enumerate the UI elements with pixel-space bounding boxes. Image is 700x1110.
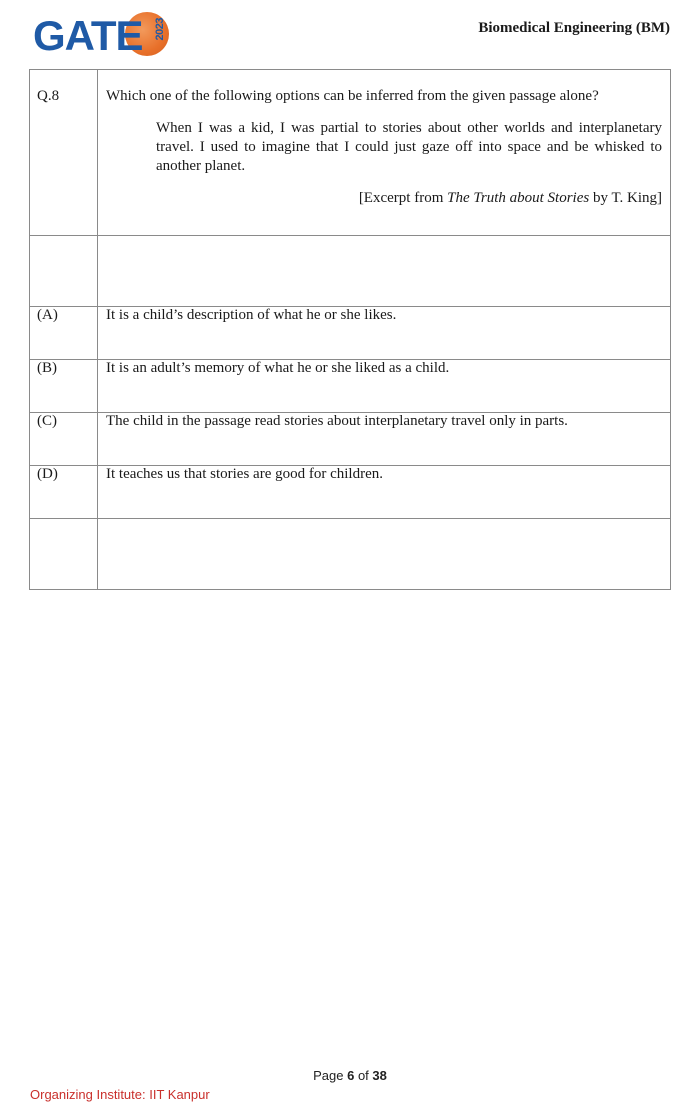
option-row-b[interactable] bbox=[30, 360, 671, 413]
page-number: Page 6 of 38 bbox=[313, 1068, 387, 1083]
option-label: (C) bbox=[30, 413, 98, 466]
citation-suffix: by T. King] bbox=[589, 190, 662, 206]
option-text: It is a child’s description of what he or she likes. bbox=[98, 307, 671, 360]
logo-year: 2023 bbox=[154, 18, 166, 41]
current-page: 6 bbox=[347, 1068, 355, 1083]
option-label: (B) bbox=[30, 360, 98, 413]
option-row-c[interactable] bbox=[30, 413, 671, 466]
logo-text: GATE bbox=[33, 12, 143, 59]
spacer-row bbox=[30, 519, 671, 590]
question-body bbox=[98, 70, 671, 236]
citation-prefix: [Excerpt from bbox=[358, 190, 448, 206]
option-text: It is an adult’s memory of what he or she liked as a child. bbox=[98, 360, 671, 413]
question-prompt: Which one of the following options can be inferred from the given passage alone? bbox=[106, 88, 599, 104]
question-table bbox=[29, 69, 671, 590]
gate-logo bbox=[33, 12, 166, 60]
option-text: The child in the passage read stories about interplanetary travel only in parts. bbox=[98, 413, 671, 466]
citation bbox=[106, 190, 662, 207]
paper-title: Biomedical Engineering (BM) bbox=[478, 20, 670, 36]
option-label: (D) bbox=[30, 466, 98, 519]
option-row-a[interactable] bbox=[30, 307, 671, 360]
question-number: Q.8 bbox=[30, 70, 98, 236]
question-row bbox=[30, 70, 671, 236]
total-pages: 38 bbox=[372, 1068, 387, 1083]
spacer-row bbox=[30, 236, 671, 307]
organizing-institute: Organizing Institute: IIT Kanpur bbox=[30, 1087, 210, 1102]
option-text: It teaches us that stories are good for children. bbox=[98, 466, 671, 519]
option-row-d[interactable] bbox=[30, 466, 671, 519]
citation-title: The Truth about Stories bbox=[447, 190, 590, 206]
passage-text: When I was a kid, I was partial to stories about other worlds and interplanetary travel. I used to imagine that I could just gaze off into space and be whisked to another planet. bbox=[156, 120, 662, 174]
option-label: (A) bbox=[30, 307, 98, 360]
